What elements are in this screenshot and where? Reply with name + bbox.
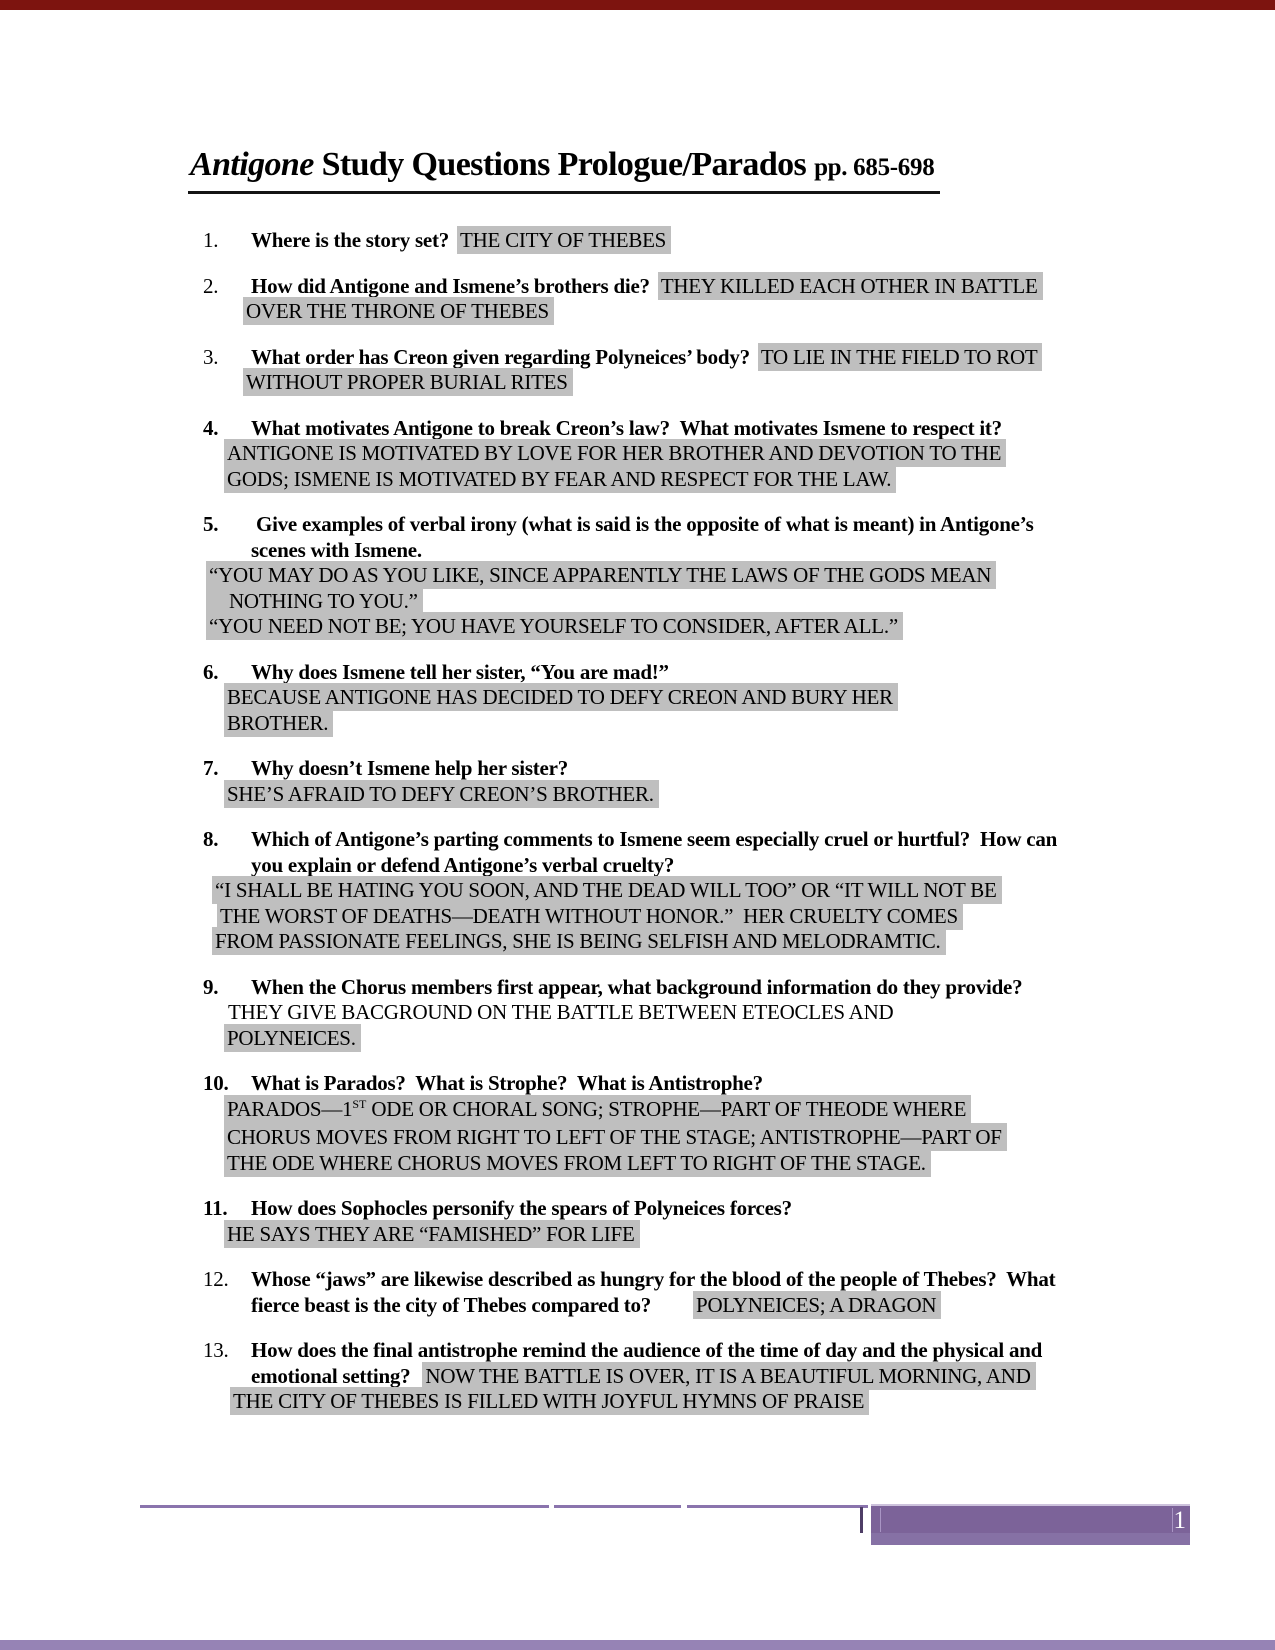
text-line	[251, 1364, 1213, 1390]
question-number: 6.	[203, 659, 219, 684]
question-item	[203, 512, 1213, 640]
question-text: How does the final antistrophe remind the audience of the time of day and the physical and	[251, 1338, 1043, 1362]
highlighted-answer: “YOU NEED NOT BE; YOU HAVE YOURSELF TO CONSIDER, AFTER ALL.”	[206, 612, 903, 640]
footer-rule-segment	[140, 1505, 549, 1508]
text-line	[224, 1222, 1213, 1248]
question-text: When the Chorus members first appear, what background information do they provide?	[251, 974, 1023, 999]
question-item	[203, 1071, 1213, 1176]
text-line	[212, 929, 1213, 955]
highlighted-answer: WITHOUT PROPER BURIAL RITES	[243, 368, 573, 396]
text-line	[228, 1000, 1213, 1026]
page-title	[188, 146, 940, 194]
highlighted-answer: GODS; ISMENE IS MOTIVATED BY FEAR AND RESPECT FOR THE LAW.	[224, 465, 896, 493]
question-item	[203, 345, 1213, 396]
text-line	[243, 370, 1213, 396]
question-number: 13.	[203, 1338, 229, 1362]
question-text: Where is the story set?	[251, 228, 449, 252]
question-text: emotional setting?	[251, 1363, 411, 1388]
question-number: 2.	[203, 273, 219, 298]
question-text: How does Sophocles personify the spears of Polyneices forces?	[251, 1196, 792, 1220]
text-line	[224, 1026, 1213, 1052]
question-text: What motivates Antigone to break Creon’s law? What motivates Ismene to respect it?	[251, 415, 1002, 440]
question-text: Whose “jaws” are likewise described as hungry for the blood of the people of Thebes? What	[251, 1267, 1056, 1291]
question-number: 9.	[203, 974, 219, 999]
question-item	[203, 1338, 1213, 1415]
question-text: Why does Ismene tell her sister, “You are mad!”	[251, 659, 669, 684]
text-line	[203, 1338, 1213, 1364]
highlighted-answer: NOW THE BATTLE IS OVER, IT IS A BEAUTIFUL MORNING, AND	[422, 1362, 1035, 1390]
question-text: What is Parados? What is Strophe? What is Antistrophe?	[251, 1071, 763, 1095]
footer-rule-segment	[554, 1505, 681, 1508]
footer-rule-segment	[687, 1505, 868, 1508]
highlighted-answer: “YOU MAY DO AS YOU LIKE, SINCE APPARENTLY THE LAWS OF THE GODS MEAN	[206, 561, 996, 589]
text-line	[224, 467, 1213, 493]
text-line	[203, 1071, 1213, 1097]
question-number: 1.	[203, 228, 219, 252]
question-text: fierce beast is the city of Thebes compared to?	[251, 1292, 652, 1317]
question-number: 11.	[203, 1196, 228, 1220]
question-item	[203, 975, 1213, 1052]
text-line	[224, 1151, 1213, 1177]
text-line	[203, 228, 1213, 254]
highlighted-answer: POLYNEICES.	[224, 1024, 361, 1052]
question-text: you explain or defend Antigone’s verbal cruelty?	[251, 852, 675, 877]
text-line	[224, 1097, 1213, 1126]
highlighted-answer: OVER THE THRONE OF THEBES	[243, 297, 554, 325]
text-line	[206, 614, 1213, 640]
highlighted-answer: TO LIE IN THE FIELD TO ROT	[758, 343, 1043, 371]
text-line	[206, 563, 1213, 589]
text-line	[224, 685, 1213, 711]
page-number-box	[871, 1504, 1190, 1545]
question-item	[203, 660, 1213, 737]
highlighted-answer: ANTIGONE IS MOTIVATED BY LOVE FOR HER BROTHER AND DEVOTION TO THE	[224, 439, 1006, 467]
highlighted-answer: HE SAYS THEY ARE “FAMISHED” FOR LIFE	[224, 1220, 640, 1248]
text-line	[203, 1196, 1213, 1222]
question-item	[203, 756, 1213, 807]
text-line	[230, 1389, 1213, 1415]
text-line	[203, 975, 1213, 1001]
text-line	[203, 512, 1213, 538]
text-line	[203, 756, 1213, 782]
highlighted-answer: “I SHALL BE HATING YOU SOON, AND THE DEAD WILL TOO” OR “IT WILL NOT BE	[212, 876, 1002, 904]
text-line	[243, 299, 1213, 325]
page-box-divider	[880, 1508, 881, 1532]
question-number: 4.	[203, 415, 219, 440]
text-line	[224, 711, 1213, 737]
page-box-bottom-strip	[871, 1533, 1190, 1545]
highlighted-answer	[224, 1095, 971, 1123]
question-number: 3.	[203, 344, 219, 369]
highlighted-answer: SHE’S AFRAID TO DEFY CREON’S BROTHER.	[224, 780, 659, 808]
top-accent-band	[0, 0, 1275, 10]
question-number: 7.	[203, 756, 219, 780]
highlighted-answer: THE CITY OF THEBES	[457, 226, 671, 254]
highlighted-answer: BECAUSE ANTIGONE HAS DECIDED TO DEFY CREON AND BURY HER	[224, 683, 898, 711]
highlighted-answer: FROM PASSIONATE FEELINGS, SHE IS BEING SELFISH AND MELODRAMTIC.	[212, 927, 946, 955]
text-line	[224, 1125, 1213, 1151]
question-number: 12.	[203, 1267, 229, 1291]
bottom-accent-band	[0, 1640, 1275, 1650]
highlighted-answer: POLYNEICES; A DRAGON	[693, 1291, 941, 1319]
title-page-range: pp. 685-698	[814, 154, 935, 181]
highlighted-answer: THE CITY OF THEBES IS FILLED WITH JOYFUL HYMNS OF PRAISE	[230, 1387, 869, 1415]
superscript-text: ST	[352, 1096, 367, 1111]
text-line	[217, 904, 1213, 930]
highlighted-answer: NOTHING TO YOU.”	[206, 587, 423, 615]
text-line	[251, 853, 1213, 879]
text-line	[251, 538, 1213, 564]
question-text: scenes with Ismene.	[251, 537, 422, 562]
question-item	[203, 1196, 1213, 1247]
highlighted-answer: THEY KILLED EACH OTHER IN BATTLE	[658, 272, 1043, 300]
text-line	[203, 660, 1213, 686]
title-main-part: Study Questions Prologue/Parados	[313, 146, 815, 183]
title-italic-part: Antigone	[190, 146, 314, 183]
text-line	[224, 441, 1213, 467]
text-line	[224, 782, 1213, 808]
text-line	[203, 416, 1213, 442]
question-number: 5.	[203, 512, 219, 536]
question-text: What order has Creon given regarding Polyneices’ body?	[251, 344, 750, 369]
answer-text-plain: THEY GIVE BACGROUND ON THE BATTLE BETWEEN ETEOCLES AND	[228, 1000, 894, 1024]
page-number: 1	[1173, 1507, 1186, 1534]
text-line	[203, 827, 1213, 853]
question-item	[203, 1267, 1213, 1318]
question-item	[203, 416, 1213, 493]
highlighted-answer: THE WORST OF DEATHS—DEATH WITHOUT HONOR.” HER CRUELTY COMES	[217, 902, 963, 930]
text-line	[212, 878, 1213, 904]
highlighted-answer: CHORUS MOVES FROM RIGHT TO LEFT OF THE STAGE; ANTISTROPHE—PART OF	[224, 1123, 1007, 1151]
question-text: Why doesn’t Ismene help her sister?	[251, 756, 568, 780]
question-text: How did Antigone and Ismene’s brothers die?	[251, 273, 650, 298]
answer-text: PARADOS—1	[227, 1096, 353, 1121]
highlighted-answer: BROTHER.	[224, 709, 333, 737]
question-item	[203, 228, 1213, 254]
text-line	[203, 274, 1213, 300]
text-line	[206, 589, 1213, 615]
text-line	[203, 345, 1213, 371]
question-item	[203, 274, 1213, 325]
text-line	[251, 1293, 1213, 1319]
footer-box-tick	[860, 1507, 863, 1533]
answer-text: ODE OR CHORAL SONG; STROPHE—PART OF THEODE WHERE	[366, 1096, 967, 1121]
questions-list	[203, 228, 1213, 1435]
question-item	[203, 827, 1213, 955]
question-number: 8.	[203, 827, 219, 851]
question-text: Give examples of verbal irony (what is said is the opposite of what is meant) in Antigone’s	[251, 512, 1034, 536]
question-text: Which of Antigone’s parting comments to Ismene seem especially cruel or hurtful? How can	[251, 827, 1058, 851]
question-number: 10.	[203, 1071, 229, 1095]
highlighted-answer: THE ODE WHERE CHORUS MOVES FROM LEFT TO RIGHT OF THE STAGE.	[224, 1149, 931, 1177]
text-line	[203, 1267, 1213, 1293]
